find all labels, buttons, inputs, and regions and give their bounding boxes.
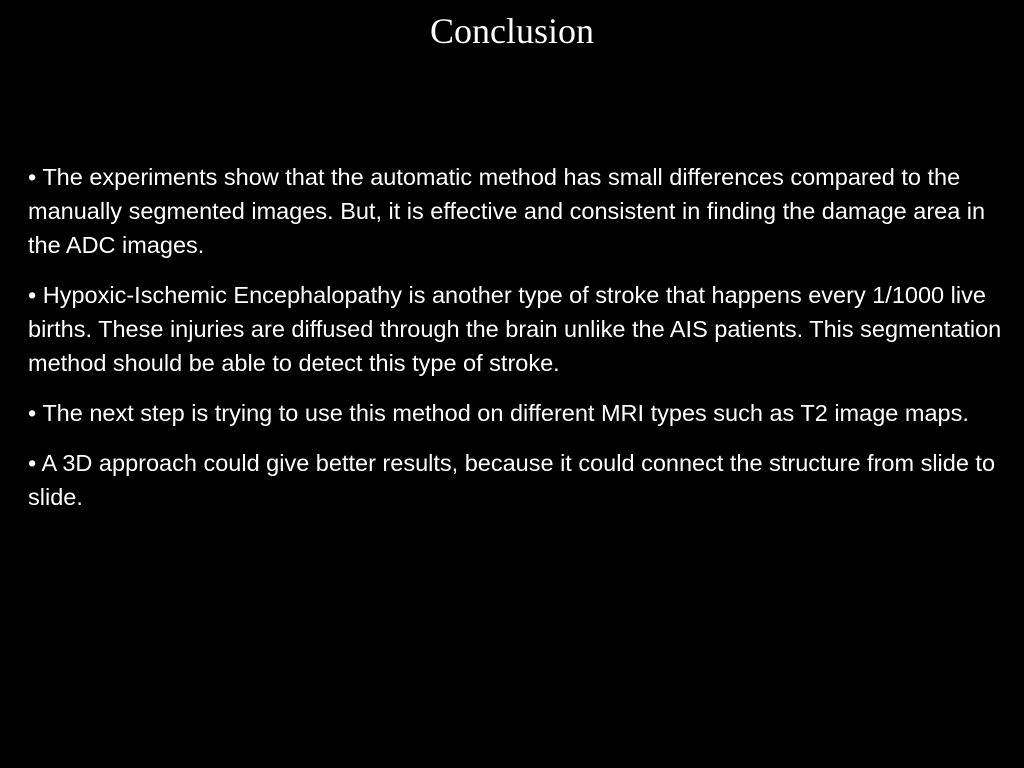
bullet-item-3d-approach: • A 3D approach could give better results, because it could connect the structure from slide to slide. — [28, 450, 996, 510]
slide-title: Conclusion — [429, 11, 594, 51]
bullet-item-next-step: • The next step is trying to use this method on different MRI types such as T2 image maps. — [28, 400, 969, 426]
bullet-item-experiments: • The experiments show that the automatic method has small differences compared to the manually segmented images. But, it is effective and consistent in finding the damage area in the ADC images. — [28, 164, 986, 258]
bullet-list — [28, 160, 1003, 530]
bullet-item-hypoxic-ischemic: • Hypoxic-Ischemic Encephalopathy is another type of stroke that happens every 1/1000 live births. These injuries are diffused through the brain unlike the AIS patients. This segmentation method should be able to detect this type of stroke. — [28, 282, 1002, 376]
